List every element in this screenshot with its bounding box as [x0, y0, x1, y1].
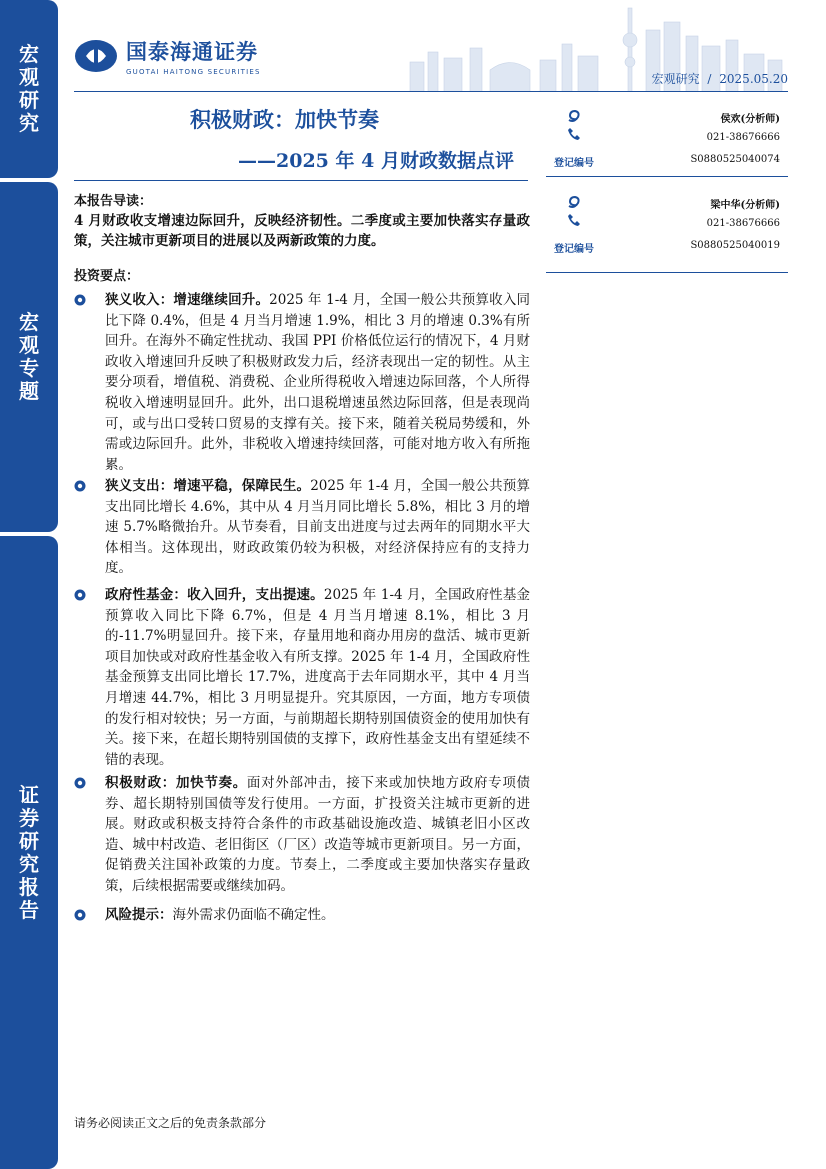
side-tab-label: 宏观专题: [19, 310, 39, 403]
registration-label: 登记编号: [554, 158, 594, 169]
point-lead: 政府性基金：收入回升，支出提速。: [105, 587, 324, 603]
point-text: 2025 年 1-4 月，全国一般公共预算支出同比增长 4.6%，其中从 4 月当月同比增长 5.8%，相比 3 月的增速 5.7%略微抬升。从节奏看，目前支出进度与过去两年的同期水平大体相当。这体现出，财政政策仍较为积极，对经济保持应有的支持力度。: [105, 478, 530, 577]
registration-number: S0880525040019: [690, 240, 780, 251]
report-title: 积极财政：加快节奏: [190, 107, 379, 132]
logo-chinese-name: 国泰海通证券: [126, 40, 258, 64]
report-category: 宏观研究: [651, 72, 700, 86]
report-date: 2025.05.20: [719, 72, 788, 86]
logo-english-name: GUOTAI HAITONG SECURITIES: [126, 68, 261, 76]
report-category-date: [652, 70, 788, 87]
header-divider: [74, 91, 788, 92]
point-lead: 风险提示：: [105, 907, 173, 923]
email-icon: [566, 108, 582, 124]
phone-icon: [566, 126, 582, 142]
analyst-divider: [546, 176, 788, 177]
analyst-name: 梁中华(分析师): [710, 200, 780, 211]
point-lead: 狭义支出：增速平稳，保障民生。: [105, 478, 311, 494]
point-text: 2025 年 1-4 月，全国一般公共预算收入同比下降 0.4%，但是 4 月当月增速 1.9%，相比 3 月的增速 0.3%有所回升。在海外不确定性扰动、我国 PPI 价格低位运行的情况下，4 月财政收入增速回升反映了积极财政发力后，经济表现出一定的韧性。从主要分项看，增值税、消费税、企业所得税收入增速边际回落，个人所得税收入增速明显回升。此外，出口退税增速虽然边际回落，但是表现尚可，或与出口受转口贸易的支撑有关。接下来，随着关税局势缓和，外需或边际回升。此外，非税收入增速持续回落，可能对地方收入有所拖累。: [105, 292, 530, 473]
registration-number: S0880525040074: [690, 154, 780, 165]
header-separator: /: [707, 72, 712, 86]
registration-label: 登记编号: [554, 244, 594, 255]
bullet-icon: [74, 777, 86, 789]
point-lead: 狭义收入：增速继续回升。: [105, 292, 270, 308]
point-lead: 积极财政：加快节奏。: [105, 775, 247, 791]
investment-points-heading: 投资要点：: [74, 269, 140, 284]
bullet-icon: [74, 480, 86, 492]
bullet-icon: [74, 909, 86, 921]
analyst-name: 侯欢(分析师): [720, 114, 780, 125]
point-paragraph: [105, 585, 530, 770]
bullet-icon: [74, 589, 86, 601]
guide-heading: 本报告导读：: [74, 194, 153, 209]
side-tab-label: 宏观研究: [19, 42, 39, 135]
point-text: 2025 年 1-4 月，全国政府性基金预算收入同比下降 6.7%，但是 4 月当月增速 8.1%，相比 3 月的-11.7%明显回升。接下来，存量用地和商办用房的盘活、城市更新项目加快或对政府性基金收入有所支撑。2025 年 1-4 月，全国政府性基金预算支出同比增长 17.7%，进度高于去年同期水平，其中 4 月当月增速 44.7%，相比 3 月明显提升。究其原因，一方面，地方专项债的发行相对较快；另一方面，与前期超长期特别国债资金的使用加快有关。接下来，在超长期特别国债的支撑下，政府性基金支出有望延续不错的表现。: [105, 587, 530, 768]
analyst-card: [546, 186, 788, 266]
analyst-phone: 021-38676666: [706, 132, 780, 143]
company-logo: [74, 36, 261, 76]
point-paragraph: [105, 290, 530, 475]
point-paragraph: [105, 773, 530, 897]
guide-text: 4 月财政收支增速边际回升，反映经济韧性。二季度或主要加快落实存量政策，关注城市更新项目的进展以及两新政策的力度。: [74, 213, 530, 249]
point-paragraph: [105, 476, 530, 579]
disclaimer-footer: 请务必阅读正文之后的免责条款部分: [74, 1116, 267, 1130]
side-tab-macro-topic: [0, 182, 58, 532]
phone-icon: [566, 212, 582, 228]
side-tab-label: 证券研究报告: [19, 782, 39, 922]
logo-mark-icon: [74, 39, 118, 73]
analyst-phone: 021-38676666: [706, 218, 780, 229]
side-tab-securities-report: [0, 536, 58, 1169]
analyst-divider: [546, 272, 788, 273]
side-tab-macro-research: [0, 0, 58, 178]
bullet-icon: [74, 294, 86, 306]
analyst-card: [546, 100, 788, 180]
title-divider: [74, 180, 528, 181]
report-subtitle: ——2025 年 4 月财政数据点评: [238, 150, 514, 172]
point-text: 面对外部冲击，接下来或加快地方政府专项债券、超长期特别国债等发行使用。一方面，扩投资关注城市更新的进展。财政或积极支持符合条件的市政基础设施改造、城镇老旧小区改造、城中村改造、老旧街区（厂区）改造等城市更新项目。另一方面，促销费关注国补政策的力度。节奏上，二季度或主要加快落实存量政策，后续根据需要或继续加码。: [105, 775, 531, 894]
point-text: 海外需求仍面临不确定性。: [172, 907, 335, 923]
email-icon: [566, 194, 582, 210]
point-paragraph: [105, 905, 530, 926]
